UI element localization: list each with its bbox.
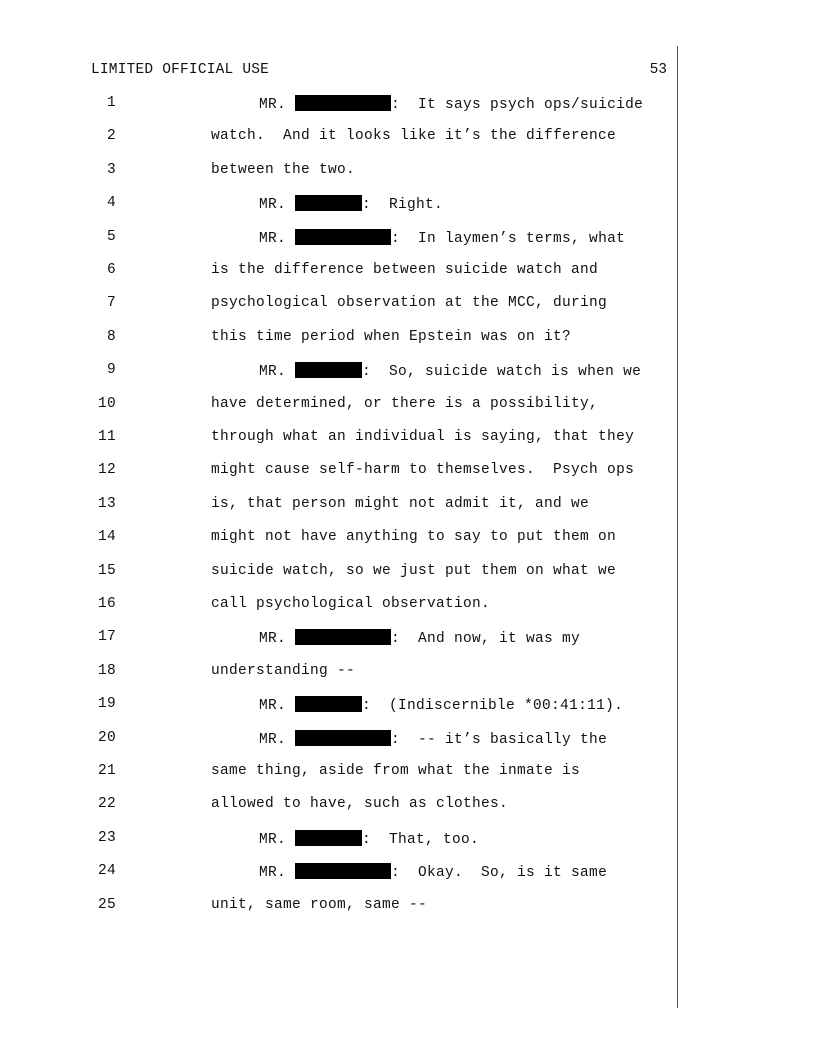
- line-text: suicide watch, so we just put them on what we: [211, 562, 617, 579]
- line-number: 14: [97, 529, 116, 546]
- line-number: 2: [106, 128, 116, 145]
- transcript-line: [0, 462, 680, 482]
- line-text: psychological observation at the MCC, during: [211, 295, 608, 312]
- line-number: 11: [97, 429, 116, 445]
- transcript-line: [0, 329, 680, 349]
- redaction-box: [295, 730, 391, 746]
- speaker-line: [259, 195, 443, 213]
- redaction-box: [295, 195, 362, 211]
- line-text: might not have anything to say to put them on: [211, 529, 617, 546]
- transcript-line: [0, 195, 680, 215]
- transcript-line: [0, 128, 680, 148]
- line-number: 16: [97, 596, 116, 612]
- transcript-line: [0, 262, 680, 282]
- line-text: is the difference between suicide watch and: [211, 262, 599, 278]
- line-number: 18: [97, 662, 116, 679]
- transcript-line: [0, 897, 680, 917]
- line-number: 19: [97, 696, 116, 713]
- line-text: this time period when Epstein was on it?: [211, 328, 572, 345]
- speaker-statement: : -- it’s basically the: [391, 731, 608, 748]
- speaker-line: [259, 229, 625, 247]
- transcript-line: [0, 596, 680, 616]
- line-number: 4: [106, 195, 116, 212]
- transcript-line: [0, 796, 680, 816]
- line-number: 5: [106, 228, 116, 245]
- speaker-line: [259, 696, 623, 714]
- line-number: 12: [97, 462, 116, 479]
- speaker-statement: : Right.: [362, 197, 444, 214]
- redaction-box: [295, 863, 391, 879]
- line-text: might cause self-harm to themselves. Psych ops: [211, 462, 635, 479]
- speaker-prefix: MR.: [259, 731, 287, 748]
- speaker-prefix: MR.: [259, 831, 287, 848]
- speaker-prefix: MR.: [259, 631, 287, 648]
- speaker-statement: : So, suicide watch is when we: [362, 364, 642, 381]
- line-number: 20: [97, 729, 116, 746]
- line-number: 22: [97, 796, 116, 813]
- line-number: 7: [106, 295, 116, 312]
- line-text: watch. And it looks like it’s the difference: [211, 128, 617, 145]
- line-text: same thing, aside from what the inmate is: [211, 763, 581, 779]
- line-number: 6: [106, 262, 116, 278]
- redaction-box: [295, 95, 391, 111]
- speaker-prefix: MR.: [259, 197, 287, 214]
- line-number: 21: [97, 763, 116, 779]
- speaker-statement: : In laymen’s terms, what: [391, 230, 626, 247]
- redaction-box: [295, 629, 391, 645]
- transcript-line: [0, 763, 680, 783]
- transcript-line: [0, 162, 680, 182]
- speaker-statement: : And now, it was my: [391, 631, 581, 648]
- speaker-prefix: MR.: [259, 698, 287, 715]
- transcript-line: [0, 95, 680, 115]
- speaker-statement: : It says psych ops/suicide: [391, 97, 644, 113]
- line-number: 24: [97, 863, 116, 880]
- transcript-line: [0, 663, 680, 683]
- transcript-line: [0, 529, 680, 549]
- redaction-box: [295, 696, 362, 712]
- speaker-line: [259, 863, 607, 881]
- line-number: 23: [97, 829, 116, 846]
- line-text: call psychological observation.: [211, 596, 491, 612]
- speaker-line: [259, 362, 641, 380]
- speaker-line: [259, 95, 643, 113]
- transcript-line: [0, 429, 680, 449]
- line-text: through what an individual is saying, that they: [211, 429, 635, 445]
- classification-header: LIMITED OFFICIAL USE: [91, 62, 270, 78]
- line-number: 9: [106, 362, 116, 379]
- transcript-line: [0, 229, 680, 249]
- speaker-prefix: MR.: [259, 97, 287, 113]
- redaction-box: [295, 830, 362, 846]
- redaction-box: [295, 362, 362, 378]
- line-text: is, that person might not admit it, and we: [211, 495, 590, 512]
- transcript-line: [0, 396, 680, 416]
- transcript-line: [0, 295, 680, 315]
- transcript-line: [0, 730, 680, 750]
- line-number: 17: [97, 629, 116, 646]
- line-number: 15: [97, 562, 116, 579]
- speaker-line: [259, 730, 607, 748]
- transcript-line: [0, 629, 680, 649]
- redaction-box: [295, 229, 391, 245]
- transcript-line: [0, 830, 680, 850]
- speaker-statement: : (Indiscernible *00:41:11).: [362, 698, 624, 715]
- speaker-line: [259, 830, 479, 848]
- page-number: 53: [649, 62, 667, 78]
- transcript-line: [0, 863, 680, 883]
- line-text: allowed to have, such as clothes.: [211, 796, 509, 813]
- line-text: between the two.: [211, 161, 356, 178]
- line-number: 1: [106, 95, 116, 111]
- line-text: understanding --: [211, 662, 356, 679]
- transcript-line: [0, 362, 680, 382]
- speaker-statement: : Okay. So, is it same: [391, 865, 608, 882]
- speaker-line: [259, 629, 580, 647]
- line-number: 3: [106, 161, 116, 178]
- speaker-prefix: MR.: [259, 865, 287, 882]
- line-number: 13: [97, 495, 116, 512]
- transcript-line: [0, 496, 680, 516]
- transcript-line: [0, 696, 680, 716]
- line-text: have determined, or there is a possibility,: [211, 395, 599, 412]
- line-number: 10: [97, 395, 116, 412]
- line-text: unit, same room, same --: [211, 896, 428, 913]
- speaker-prefix: MR.: [259, 230, 287, 247]
- line-number: 8: [106, 328, 116, 345]
- transcript-line: [0, 563, 680, 583]
- speaker-statement: : That, too.: [362, 831, 480, 848]
- line-number: 25: [97, 896, 116, 913]
- speaker-prefix: MR.: [259, 364, 287, 381]
